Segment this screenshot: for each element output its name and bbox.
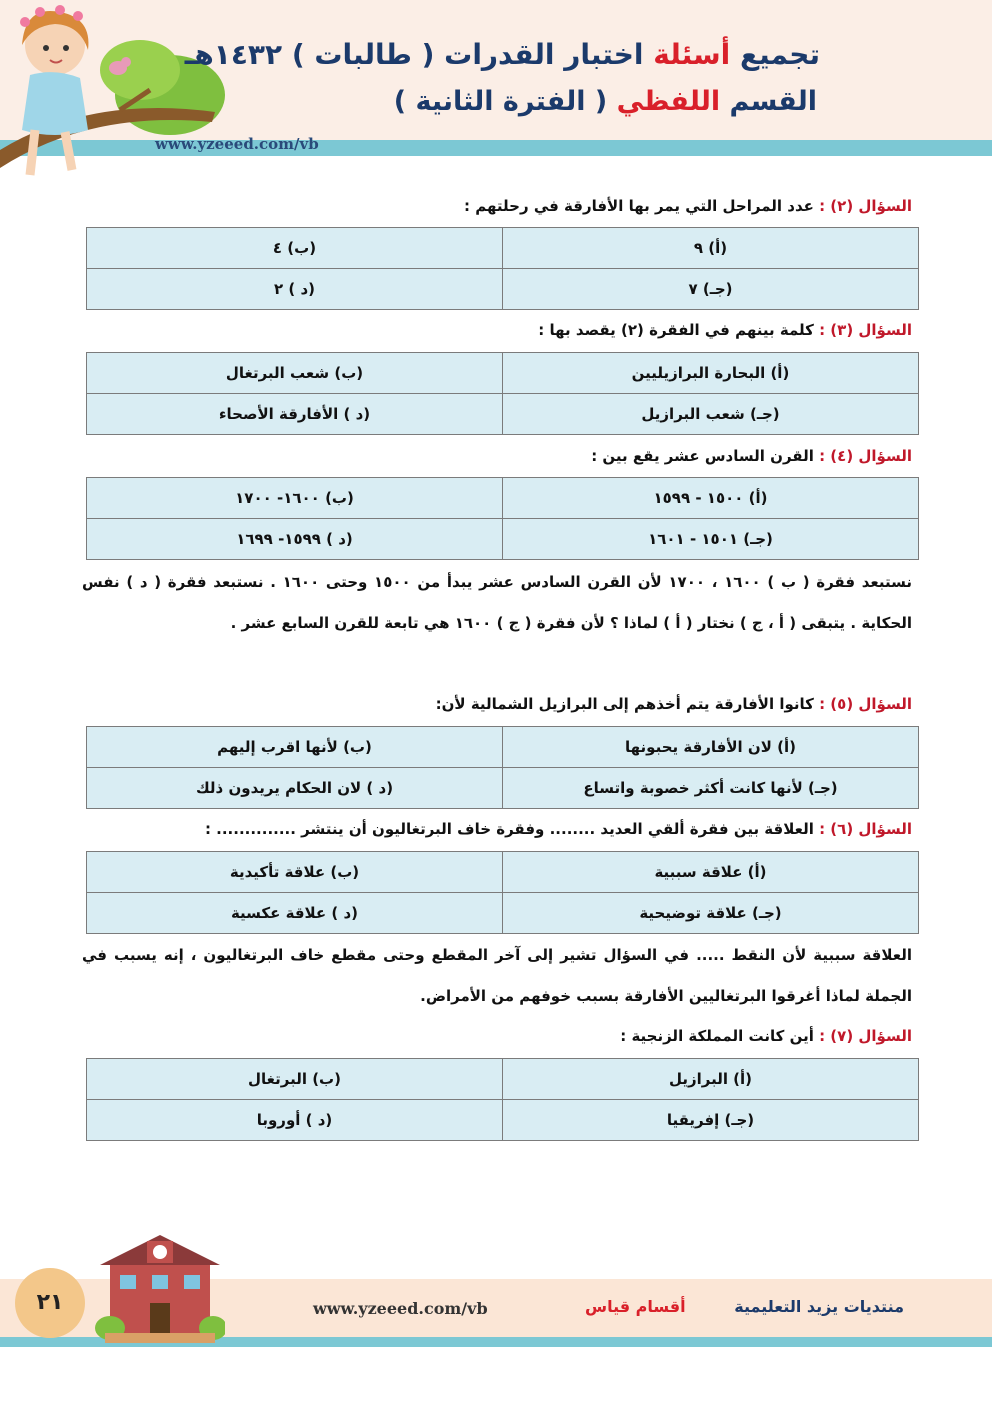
option-a[interactable]: (أ) البرازيل bbox=[503, 1059, 919, 1100]
options-table-q6 bbox=[86, 851, 919, 934]
question-3: السؤال (٣) : كلمة بينهم في الفقرة (٢) يقصد بها : bbox=[538, 321, 912, 339]
option-c[interactable]: (جـ) شعب البرازيل bbox=[503, 394, 919, 435]
option-d[interactable]: (د ) الأفارقة الأصحاء bbox=[87, 394, 503, 435]
option-c[interactable]: (جـ) إفريقيا bbox=[503, 1100, 919, 1141]
option-c[interactable]: (جـ) ١٥٠١ - ١٦٠١ bbox=[503, 519, 919, 560]
girl-on-branch-illustration bbox=[0, 0, 240, 195]
question-2: السؤال (٢) : عدد المراحل التي يمر بها الأفارقة في رحلتهم : bbox=[464, 197, 912, 215]
options-table-q7 bbox=[86, 1058, 919, 1141]
option-b[interactable]: (ب) شعب البرتغال bbox=[87, 353, 503, 394]
question-4: السؤال (٤) : القرن السادس عشر يقع بين : bbox=[591, 447, 912, 465]
option-c[interactable]: (جـ) علاقة توضيحية bbox=[503, 893, 919, 934]
school-building-illustration bbox=[95, 1233, 225, 1353]
option-b[interactable]: (ب) لأنها اقرب إليهم bbox=[87, 727, 503, 768]
footer-section-link[interactable]: أقسام قياس bbox=[585, 1297, 686, 1316]
option-b[interactable]: (ب) البرتغال bbox=[87, 1059, 503, 1100]
page-title: تجميع أسئلة اختبار القدرات ( طالبات ) ١٤٣٢هـ bbox=[184, 38, 820, 71]
option-a[interactable]: (أ) ١٥٠٠ - ١٥٩٩ bbox=[503, 478, 919, 519]
options-table-q2 bbox=[86, 227, 919, 310]
footer-site-link[interactable]: www.yzeeed.com/vb bbox=[313, 1299, 488, 1318]
footer-forum-name: منتديات يزيد التعليمية bbox=[734, 1297, 904, 1316]
option-d[interactable]: (د ) ١٥٩٩- ١٦٩٩ bbox=[87, 519, 503, 560]
option-a[interactable]: (أ) ٩ bbox=[503, 228, 919, 269]
question-6: السؤال (٦) : العلاقة بين فقرة ألقي العديد ........ وفقرة خاف البرتغاليون أن ينتشر .............. : bbox=[204, 820, 912, 838]
header-site-link[interactable]: www.yzeeed.com/vb bbox=[155, 135, 319, 153]
question-5: السؤال (٥) : كانوا الأفارقة يتم أخذهم إلى البرازيل الشمالية لأن: bbox=[435, 695, 912, 713]
option-d[interactable]: (د ) لان الحكام يريدون ذلك bbox=[87, 768, 503, 809]
option-a[interactable]: (أ) علاقة سببية bbox=[503, 852, 919, 893]
options-table-q5 bbox=[86, 726, 919, 809]
explanation-q4: نستبعد فقرة ( ب ) ١٦٠٠ ، ١٧٠٠ لأن القرن السادس عشر يبدأ من ١٥٠٠ وحتى ١٦٠٠ . نستبعد فقرة ( د ) نفس الحكاية . يتبقى ( أ ، ج ) نختار ( أ ) لماذا ؟ لأن فقرة ( ج ) ١٦٠٠ هي تابعة للقرن السابع عشر . bbox=[82, 573, 912, 632]
option-a[interactable]: (أ) البحارة البرازيليين bbox=[503, 353, 919, 394]
options-table-q3 bbox=[86, 352, 919, 435]
page-subtitle: القسم اللفظي ( الفترة الثانية ) bbox=[393, 86, 817, 117]
option-d[interactable]: (د ) أوروبا bbox=[87, 1100, 503, 1141]
option-b[interactable]: (ب) علاقة تأكيدية bbox=[87, 852, 503, 893]
page-number: ٢١ bbox=[36, 1290, 64, 1315]
option-c[interactable]: (جـ) ٧ bbox=[503, 269, 919, 310]
option-b[interactable]: (ب) ٤ bbox=[87, 228, 503, 269]
option-b[interactable]: (ب) ١٦٠٠- ١٧٠٠ bbox=[87, 478, 503, 519]
option-a[interactable]: (أ) لان الأفارقة يحبونها bbox=[503, 727, 919, 768]
option-d[interactable]: (د ) علاقة عكسية bbox=[87, 893, 503, 934]
option-d[interactable]: (د ) ٢ bbox=[87, 269, 503, 310]
options-table-q4 bbox=[86, 477, 919, 560]
option-c[interactable]: (جـ) لأنها كانت أكثر خصوبة واتساع bbox=[503, 768, 919, 809]
explanation-q6: العلاقة سببية لأن النقط ..... في السؤال تشير إلى آخر المقطع وحتى مقطع خاف البرتغاليون ، إنه يسبب في الجملة لماذا أغرقوا البرتغاليين الأفارقة بسبب خوفهم من الأمراض. bbox=[82, 946, 912, 1005]
question-7: السؤال (٧) : أين كانت المملكة الزنجية : bbox=[620, 1027, 912, 1045]
